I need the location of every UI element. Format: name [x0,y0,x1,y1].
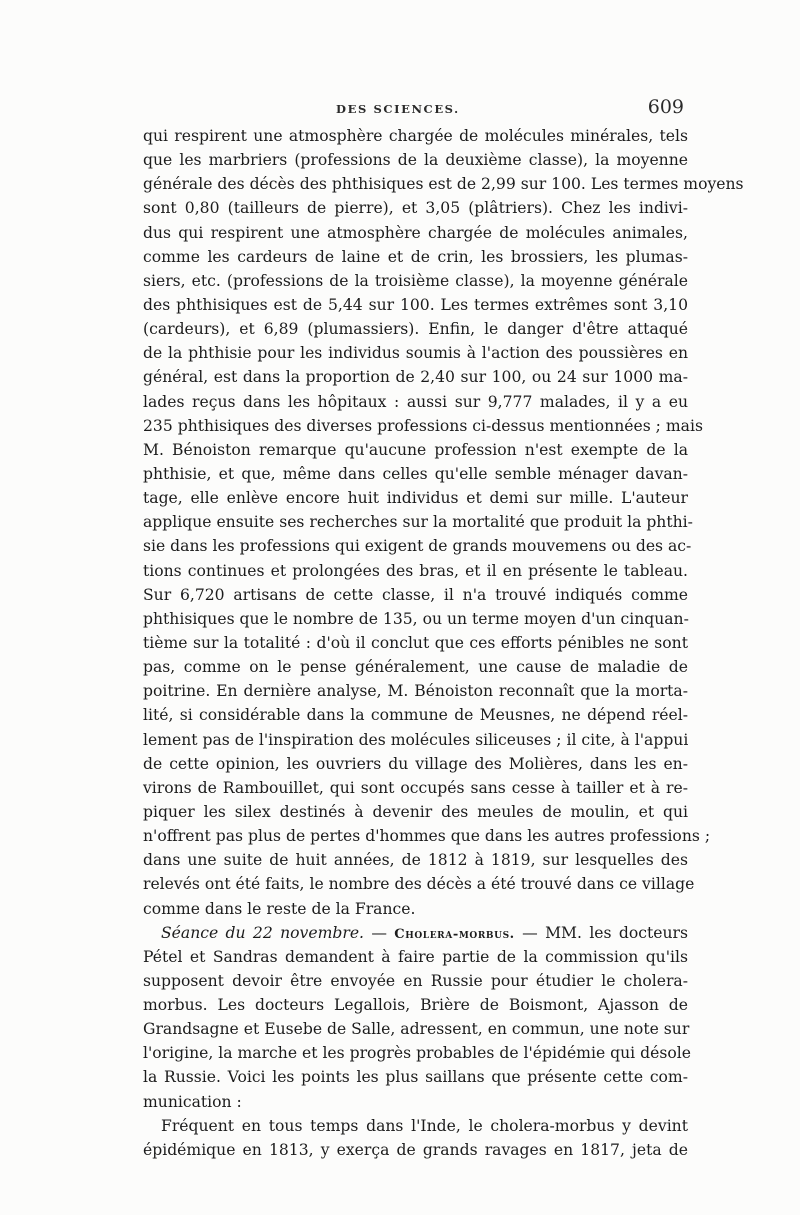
page-number: 609 [647,96,684,118]
text-line: 235 phthisiques des diverses professions ci-dessus mentionnées ; mais [143,416,703,435]
dash: — [364,923,395,942]
text-line: supposent devoir être envoyée en Russie pour étudier le cholera- [143,971,688,990]
text-line: M. Bénoiston remarque qu'aucune profession n'est exempte de la [143,440,688,459]
session-topic: Cholera-morbus. [394,926,515,942]
text-line: tions continues et prolongées des bras, et il en présente le tableau. [143,561,688,580]
text-line: applique ensuite ses recherches sur la mortalité que produit la phthi- [143,513,693,532]
session-heading-line [143,921,688,945]
text-line: Sur 6,720 artisans de cette classe, il n'a trouvé indiqués comme [143,585,688,604]
text-line: comme les cardeurs de laine et de crin, les brossiers, les plumas- [143,247,688,266]
text-line: munication : [143,1092,242,1111]
body-text [143,124,744,1162]
text-line: morbus. Les docteurs Legallois, Brière de Boismont, Ajasson de [143,996,688,1015]
text-line: tage, elle enlève encore huit individus et demi sur mille. L'auteur [143,489,688,508]
text-line: l'origine, la marche et les progrès probables de l'épidémie qui désole [143,1044,691,1063]
text-line: n'offrent pas plus de pertes d'hommes que dans les autres professions ; [143,827,711,846]
text-line: qui respirent une atmosphère chargée de molécules minérales, tels [143,127,688,145]
text-line: phthisie, et que, même dans celles qu'elle semble ménager davan- [143,464,688,483]
text-line: sont 0,80 (tailleurs de pierre), et 3,05 (plâtriers). Chez les indivi- [143,199,688,218]
text-line: lité, si considérable dans la commune de Meusnes, ne dépend réel- [143,706,688,725]
text-line: siers, etc. (professions de la troisième classe), la moyenne générale [143,271,688,290]
text-line: lades reçus dans les hôpitaux : aussi sur 9,777 malades, il y a eu [143,392,688,411]
text-line: général, est dans la proportion de 2,40 sur 100, ou 24 sur 1000 ma- [143,368,688,387]
text-line: comme dans le reste de la France. [143,899,416,918]
text-line: pas, comme on le pense généralement, une cause de maladie de [143,658,688,677]
text-line: sie dans les professions qui exigent de grands mouvemens ou des ac- [143,537,692,556]
text-line: dans une suite de huit années, de 1812 à 1819, sur lesquelles des [143,851,688,870]
text-line: que les marbriers (professions de la deuxième classe), la moyenne [143,151,688,170]
text-line: de la phthisie pour les individus soumis à l'action des poussières en [143,344,688,363]
text-line: poitrine. En dernière analyse, M. Bénoiston reconnaît que la morta- [143,682,688,701]
text-line: tième sur la totalité : d'où il conclut que ces efforts pénibles ne sont [143,633,688,652]
text-line: Grandsagne et Eusebe de Salle, adressent, en commun, une note sur [143,1020,690,1039]
session-rest: — MM. les docteurs [514,923,688,942]
text-line: virons de Rambouillet, qui sont occupés sans cesse à tailler et à re- [143,778,688,797]
running-header [140,96,686,122]
text-line: lement pas de l'inspiration des molécules siliceuses ; il cite, à l'appui [143,730,689,749]
text-line: (cardeurs), et 6,89 (plumassiers). Enfin, le danger d'être attaqué [143,320,688,339]
text-line: épidémique en 1813, y exerça de grands ravages en 1817, jeta de [143,1140,688,1159]
text-line: de cette opinion, les ouvriers du village des Molières, dans les en- [143,754,688,773]
text-line: des phthisiques est de 5,44 sur 100. Les termes extrêmes sont 3,10 [143,295,688,314]
text-line: phthisiques que le nombre de 135, ou un terme moyen d'un cinquan- [143,609,689,628]
text-line: relevés ont été faits, le nombre des décès a été trouvé dans ce village [143,875,695,894]
text-line: générale des décès des phthisiques est de 2,99 sur 100. Les termes moyens [143,175,744,194]
text-line: Pétel et Sandras demandent à faire partie de la commission qu'ils [143,947,688,966]
text-line: la Russie. Voici les points les plus saillans que présente cette com- [143,1068,688,1087]
session-date: Séance du 22 novembre. [161,923,364,942]
running-title: DES SCIENCES. [336,102,460,116]
text-line: piquer les silex destinés à devenir des meules de moulin, et qui [143,802,688,821]
text-line: Fréquent en tous temps dans l'Inde, le cholera-morbus y devint [161,1116,688,1135]
text-line: dus qui respirent une atmosphère chargée de molécules animales, [143,223,688,242]
